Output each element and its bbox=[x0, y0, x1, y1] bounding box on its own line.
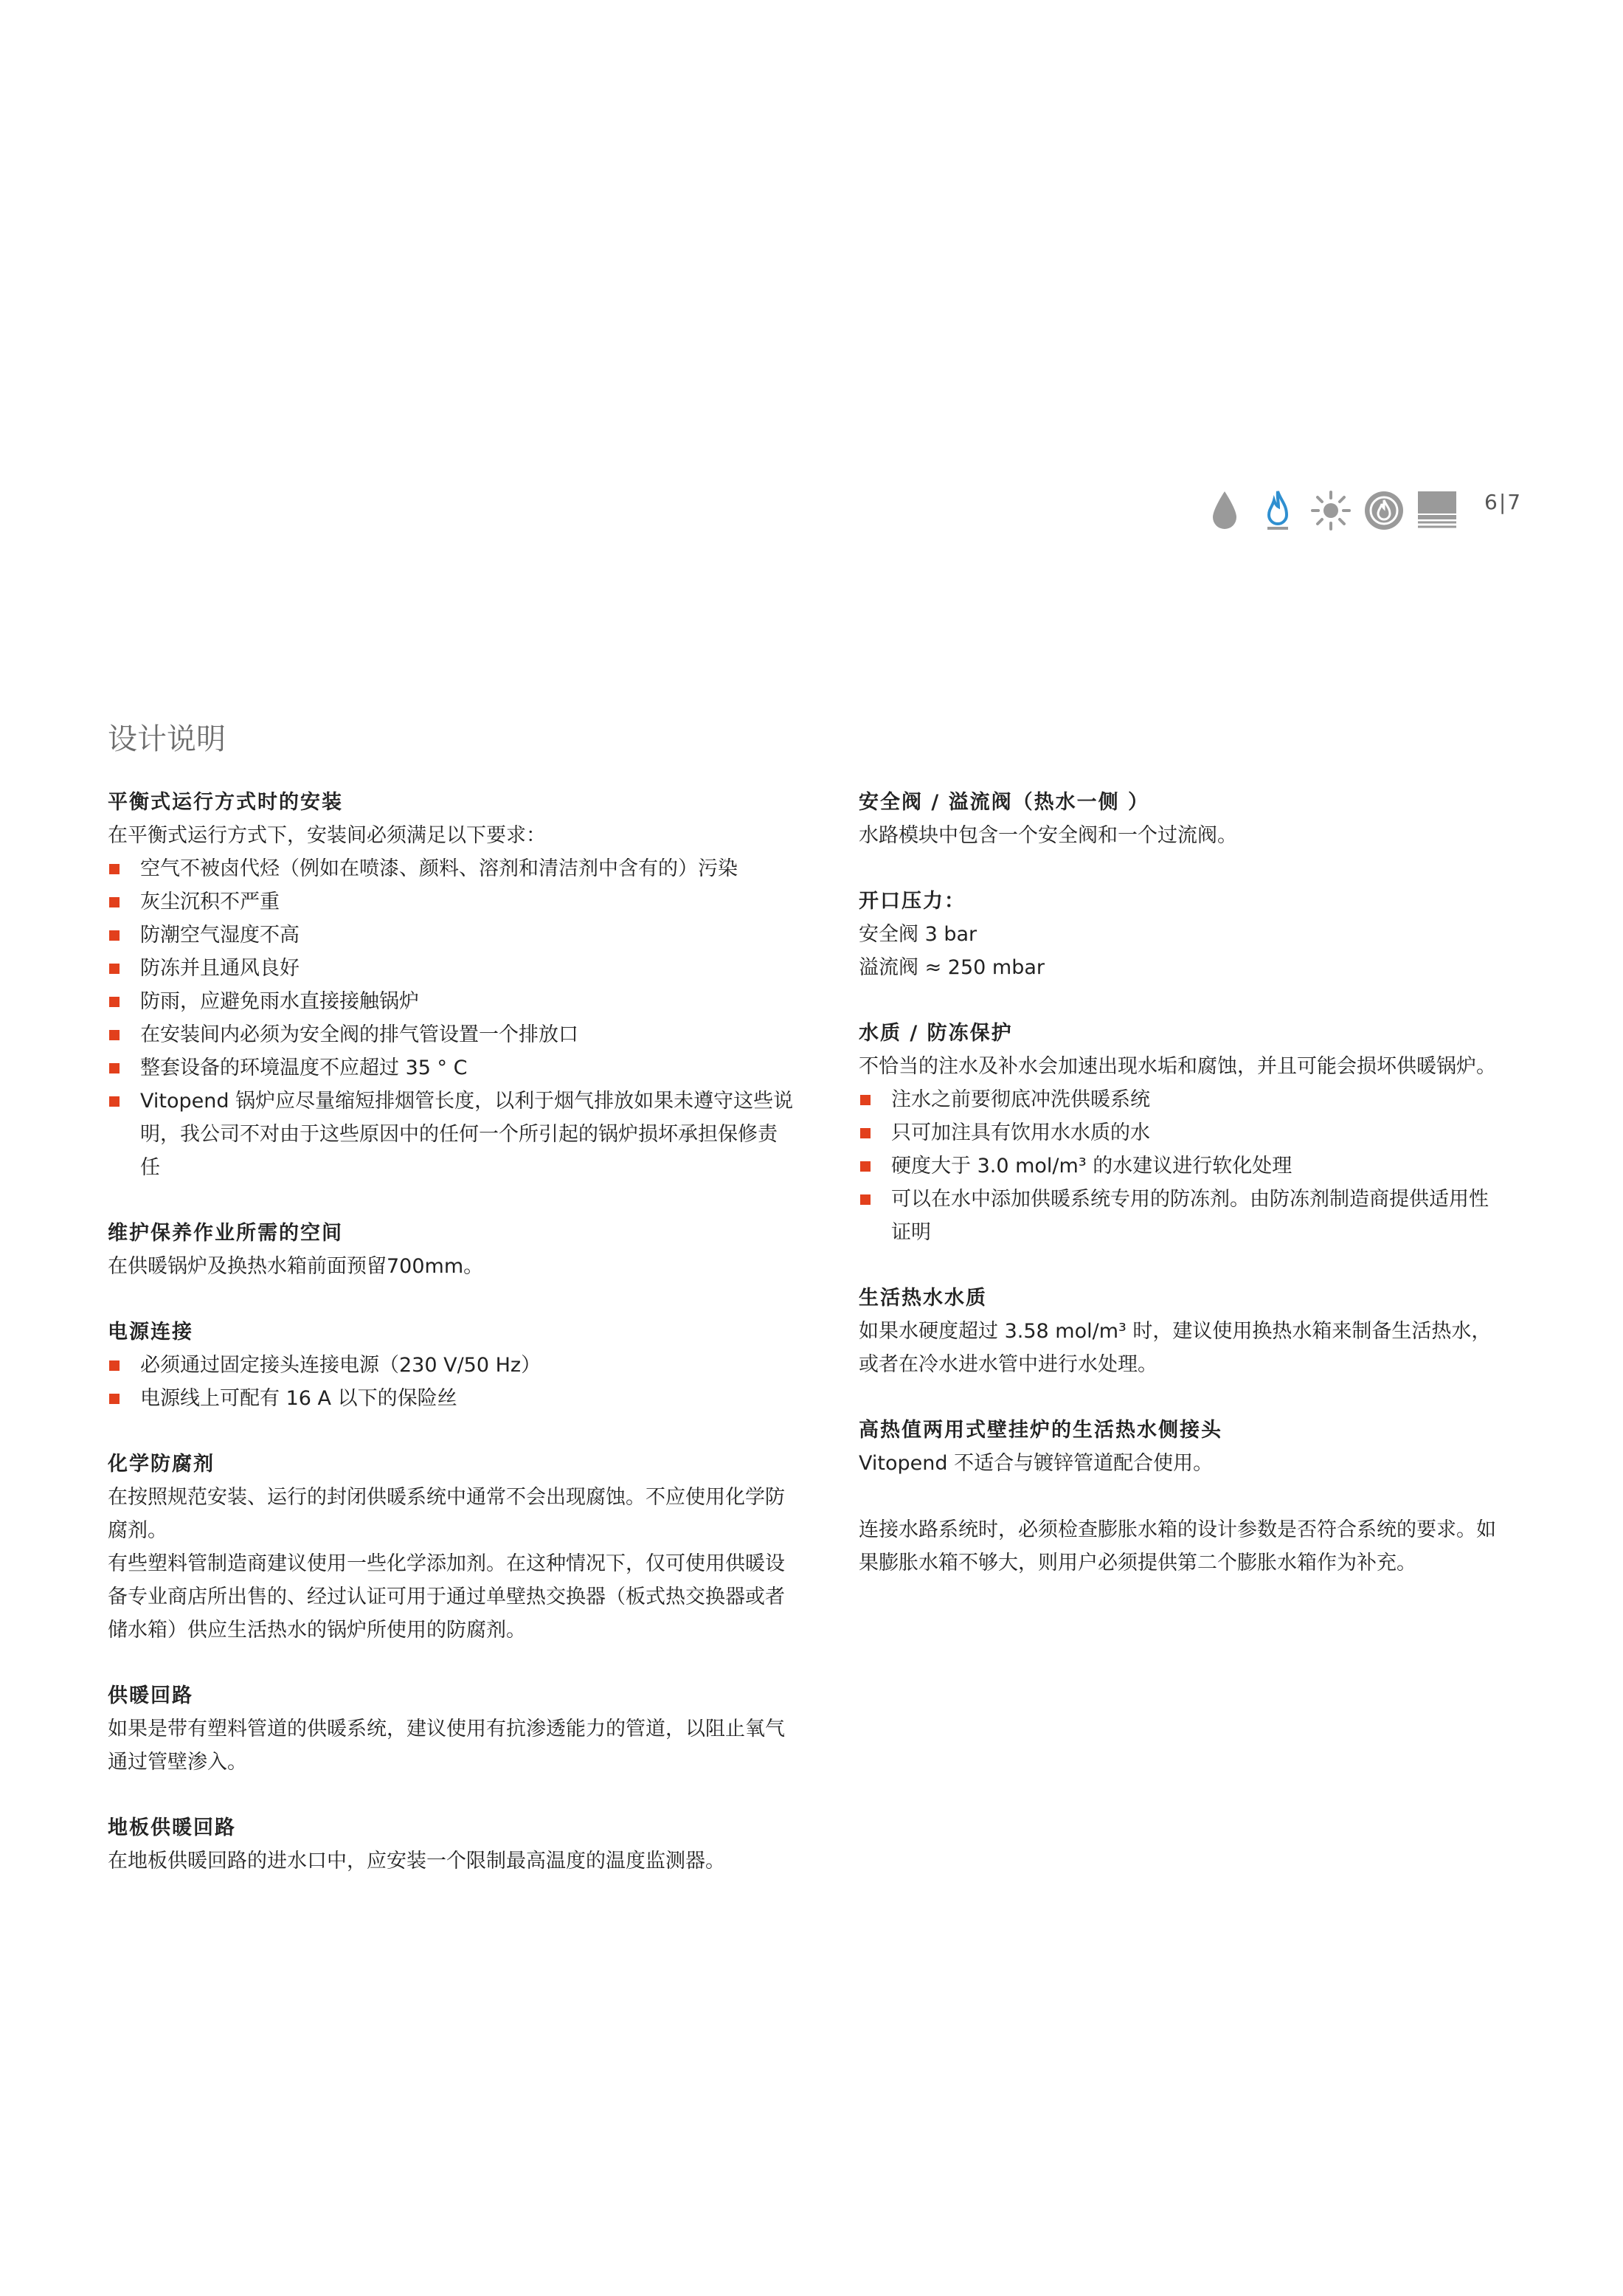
section bbox=[859, 786, 1508, 852]
section-heading: 电源连接 bbox=[108, 1321, 193, 1344]
section-paragraph: 在平衡式运行方式下，安装间必须满足以下要求： bbox=[108, 824, 546, 847]
condensing-icon bbox=[1363, 487, 1405, 534]
left-column bbox=[108, 786, 794, 1911]
section-heading: 高热值两用式壁挂炉的生活热水侧接头 bbox=[859, 1419, 1222, 1442]
bullet-item: 可以在水中添加供暖系统专用的防冻剂。由防冻剂制造商提供适用性证明 bbox=[859, 1183, 1508, 1249]
bullet-item: 防冻并且通风良好 bbox=[108, 952, 794, 985]
page-number: 6|7 bbox=[1484, 490, 1523, 514]
bullet-list bbox=[859, 1083, 1508, 1249]
section-heading: 化学防腐剂 bbox=[108, 1453, 215, 1476]
product-icons-row bbox=[1204, 484, 1470, 537]
section bbox=[108, 1217, 794, 1283]
bullet-item: Vitopend 锅炉应尽量缩短排烟管长度，以利于烟气排放如果未遵守这些说明，我公司不对由于这些原因中的任何一个所引起的锅炉损坏承担保修责任 bbox=[108, 1085, 794, 1184]
section-paragraph: 如果是带有塑料管道的供暖系统，建议使用有抗渗透能力的管道，以阻止氧气通过管壁渗入。 bbox=[108, 1718, 785, 1774]
section-heading: 安全阀 / 溢流阀（热水一侧 ） bbox=[859, 791, 1150, 814]
section bbox=[859, 1017, 1508, 1249]
section-paragraph: 连接水路系统时，必须检查膨胀水箱的设计参数是否符合系统的要求。如果膨胀水箱不够大，则用户必须提供第二个膨胀水箱作为补充。 bbox=[859, 1518, 1496, 1574]
section-heading: 生活热水水质 bbox=[859, 1287, 987, 1310]
section-paragraph: 如果水硬度超过 3.58 mol/m³ 时，建议使用换热水箱来制备生活热水，或者在冷水进水管中进行水处理。 bbox=[859, 1320, 1492, 1376]
section-heading: 开口压力： bbox=[859, 890, 966, 913]
section-paragraph: 水路模块中包含一个安全阀和一个过流阀。 bbox=[859, 824, 1237, 847]
bullet-item: 只可加注具有饮用水水质的水 bbox=[859, 1116, 1508, 1149]
section bbox=[108, 1680, 794, 1779]
section bbox=[108, 786, 794, 1184]
section-heading: 水质 / 防冻保护 bbox=[859, 1022, 1013, 1045]
gas-flame-icon bbox=[1257, 487, 1298, 534]
bullet-item: 硬度大于 3.0 mol/m³ 的水建议进行软化处理 bbox=[859, 1149, 1508, 1183]
underfloor-heating-icon bbox=[1416, 487, 1458, 534]
section bbox=[108, 1316, 794, 1415]
bullet-item: 注水之前要彻底冲洗供暖系统 bbox=[859, 1083, 1508, 1116]
bullet-item: 电源线上可配有 16 A 以下的保险丝 bbox=[108, 1382, 794, 1415]
section bbox=[859, 1513, 1508, 1580]
bullet-item: 必须通过固定接头连接电源（230 V/50 Hz） bbox=[108, 1349, 794, 1382]
section bbox=[108, 1448, 794, 1647]
page-title: 设计说明 bbox=[108, 722, 226, 756]
section-heading: 维护保养作业所需的空间 bbox=[108, 1222, 343, 1245]
section-paragraph: 在按照规范安装、运行的封闭供暖系统中通常不会出现腐蚀。不应使用化学防腐剂。 bbox=[108, 1486, 785, 1542]
bullet-item: 灰尘沉积不严重 bbox=[108, 885, 794, 919]
section-paragraph: Vitopend 不适合与镀锌管道配合使用。 bbox=[859, 1452, 1214, 1475]
section bbox=[859, 1282, 1508, 1381]
bullet-item: 防潮空气湿度不高 bbox=[108, 919, 794, 952]
section bbox=[108, 1812, 794, 1878]
bullet-list bbox=[108, 1349, 794, 1415]
water-drop-icon bbox=[1204, 487, 1245, 534]
bullet-item: 在安装间内必须为安全阀的排气管设置一个排放口 bbox=[108, 1018, 794, 1051]
bullet-item: 空气不被卤代烃（例如在喷漆、颜料、溶剂和清洁剂中含有的）污染 bbox=[108, 852, 794, 885]
bullet-item: 防雨，应避免雨水直接接触锅炉 bbox=[108, 985, 794, 1018]
section-paragraph: 在地板供暖回路的进水口中，应安装一个限制最高温度的温度监测器。 bbox=[108, 1850, 725, 1873]
sun-icon bbox=[1310, 487, 1352, 534]
section-paragraph: 有些塑料管制造商建议使用一些化学添加剂。在这种情况下，仅可使用供暖设备专业商店所出售的、经过认证可用于通过单壁热交换器（板式热交换器或者储水箱）供应生活热水的锅炉所使用的防腐剂。 bbox=[108, 1552, 785, 1642]
section-heading: 供暖回路 bbox=[108, 1684, 193, 1707]
section-heading: 平衡式运行方式时的安装 bbox=[108, 791, 343, 814]
section bbox=[859, 1414, 1508, 1480]
section bbox=[859, 885, 1508, 984]
section-paragraph: 安全阀 3 bar bbox=[859, 923, 977, 946]
bullet-list bbox=[108, 852, 794, 1184]
section-paragraph: 溢流阀 ≈ 250 mbar bbox=[859, 956, 1045, 979]
bullet-item: 整套设备的环境温度不应超过 35 ° C bbox=[108, 1051, 794, 1085]
section-heading: 地板供暖回路 bbox=[108, 1816, 236, 1839]
right-column bbox=[859, 786, 1508, 1613]
section-paragraph: 在供暖锅炉及换热水箱前面预留700mm。 bbox=[108, 1255, 484, 1278]
section-paragraph: 不恰当的注水及补水会加速出现水垢和腐蚀，并且可能会损坏供暖锅炉。 bbox=[859, 1055, 1496, 1078]
